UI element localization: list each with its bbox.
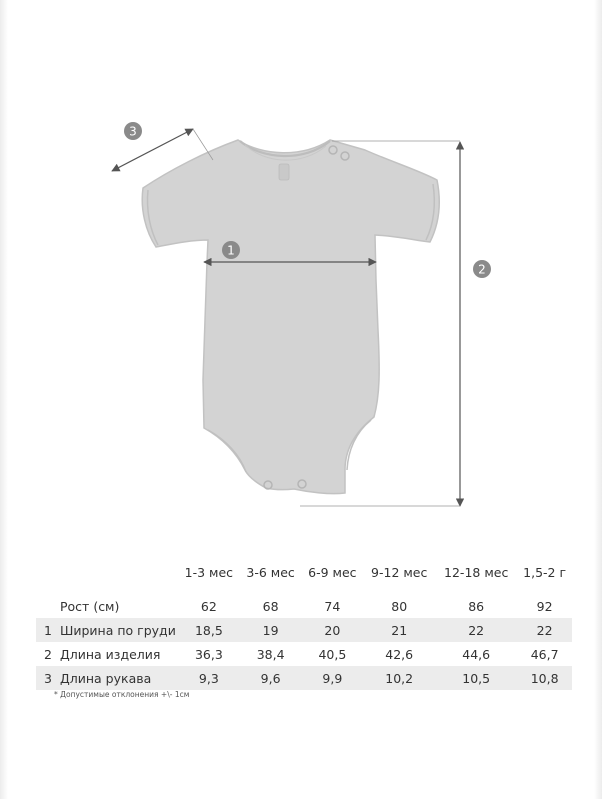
table-cell: 42,6 <box>385 646 414 662</box>
size-header-row <box>36 558 572 586</box>
table-cell: 22 <box>435 618 517 642</box>
table-row <box>36 594 572 618</box>
table-cell: 9,9 <box>302 666 364 690</box>
table-row <box>36 666 572 690</box>
table-cell: 20 <box>302 618 364 642</box>
table-cell: 80 <box>391 598 408 614</box>
table-cell: 21 <box>363 618 435 642</box>
size-column-header: 9-12 мес <box>371 564 428 580</box>
table-cell: 62 <box>200 598 217 614</box>
table-cell: 68 <box>262 598 279 614</box>
row-label: Ширина по груди <box>60 618 178 642</box>
table-cell: 44,6 <box>462 646 491 662</box>
table-cell: 9,3 <box>178 666 240 690</box>
row-label: Рост (см) <box>60 598 120 614</box>
row-number: 1 <box>36 618 60 642</box>
table-cell: 36,3 <box>194 646 223 662</box>
table-cell: 19 <box>240 618 302 642</box>
row-label: Длина рукава <box>60 666 178 690</box>
marker-1-label: 1 <box>227 243 235 258</box>
marker-2-label: 2 <box>478 262 486 277</box>
table-cell: 86 <box>468 598 485 614</box>
table-cell: 9,6 <box>240 666 302 690</box>
table-cell: 38,4 <box>256 646 285 662</box>
row-number: 3 <box>36 666 60 690</box>
table-cell: 10,2 <box>363 666 435 690</box>
table-cell: 74 <box>324 598 341 614</box>
row-label: Длина изделия <box>60 646 161 662</box>
size-column-header: 1,5-2 г <box>523 564 567 580</box>
table-cell: 10,8 <box>517 666 572 690</box>
bodysuit-shape <box>142 140 439 494</box>
row-number <box>36 594 60 618</box>
size-column-header: 6-9 мес <box>308 564 357 580</box>
table-cell: 18,5 <box>178 618 240 642</box>
row-number: 2 <box>44 646 52 662</box>
size-column-header: 1-3 мес <box>184 564 234 580</box>
table-cell: 22 <box>517 618 572 642</box>
size-table <box>36 558 572 690</box>
tolerance-note: * Допустимые отклонения +\- 1см <box>54 690 190 699</box>
table-row <box>36 618 572 642</box>
marker-3-label: 3 <box>129 124 137 139</box>
table-cell: 10,5 <box>435 666 517 690</box>
size-column-header: 3-6 мес <box>246 564 295 580</box>
table-row <box>36 642 572 666</box>
table-cell: 92 <box>536 598 553 614</box>
table-cell: 40,5 <box>318 646 347 662</box>
neck-label-icon <box>279 164 289 180</box>
size-column-header: 12-18 мес <box>444 564 509 580</box>
table-cell: 46,7 <box>530 646 559 662</box>
